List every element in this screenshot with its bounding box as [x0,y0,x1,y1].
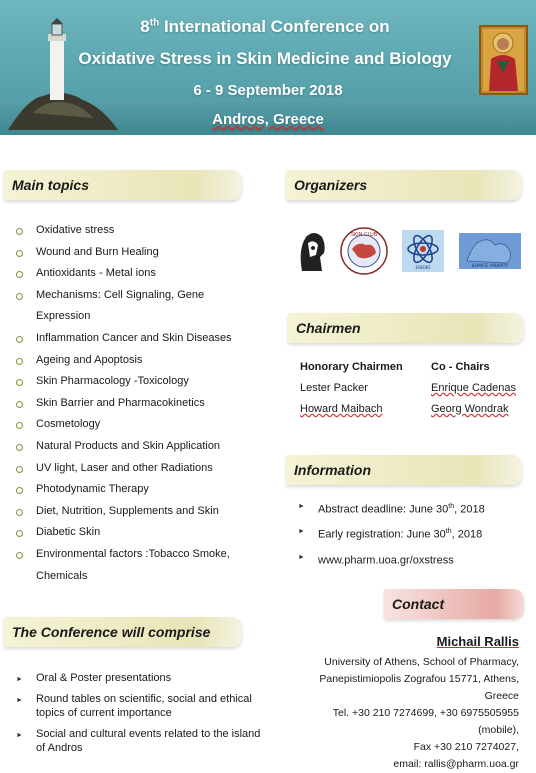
information-heading: Information [286,455,522,485]
comprise-list-item: ► Social and cultural events related to the island of Andros [16,727,261,755]
svg-text:ΕΘΙΕΦΣ: ΕΘΙΕΦΣ [415,265,431,270]
contact-name: Michail Rallis [436,634,519,649]
honorary-chair-name: Lester Packer [300,382,368,394]
comprise-list-item: ► Oral & Poster presentations [16,671,261,685]
comprise-heading: The Conference will comprise [4,617,242,647]
topic-list-item: Oxidative stress [16,220,261,242]
conference-title-line2: Oxidative Stress in Skin Medicine and Biology [78,49,452,68]
skin-club-logo [338,227,390,275]
topic-list-item: Mechanisms: Cell Signaling, Gene Expression [16,285,261,328]
contact-line: Panepistimiopolis Zografou 15771, Athens, [319,673,519,685]
main-topics-heading: Main topics [4,170,242,200]
topic-list-item: Diabetic Skin [16,522,261,544]
contact-line: (mobile), [478,724,519,736]
conference-place: Andros, Greece [212,111,324,128]
contact-details [300,654,519,773]
co-chair-name: Enrique Cadenas [431,382,517,394]
contact-heading: Contact [384,589,524,619]
information-list-item: ► Early registration: June 30th, 2018 [298,521,523,546]
conference-title-line1: 8th International Conference on [140,17,390,36]
topic-list-item: UV light, Laser and other Radiations [16,458,261,480]
honorary-chair-name: Howard Maibach [300,403,383,415]
co-chairs-label: Co - Chairs [431,361,490,373]
topic-list-item: Ageing and Apoptosis [16,350,261,372]
information-list-item: ► www.pharm.uoa.gr/oxstress [298,547,523,572]
topic-list-item: Skin Barrier and Pharmacokinetics [16,393,261,415]
conference-dates: 6 - 9 September 2018 [193,82,343,99]
contact-block [300,633,519,773]
honorary-chairmen-label: Honorary Chairmen [300,361,403,373]
topic-list-item: Photodynamic Therapy [16,479,261,501]
topic-list-item: Environmental factors :Tobacco Smoke, Chemicals [16,544,261,587]
topic-list-item: Diet, Nutrition, Supplements and Skin [16,501,261,523]
topic-list-item: Cosmetology [16,414,261,436]
topic-list-item: Natural Products and Skin Application [16,436,261,458]
header-banner [0,0,536,135]
topic-list-item: Inflammation Cancer and Skin Diseases [16,328,261,350]
information-list [298,496,523,572]
svg-text:SKIN CLUB: SKIN CLUB [350,232,378,238]
contact-line: University of Athens, School of Pharmacy, [324,656,519,668]
topic-list-item: Skin Pharmacology -Toxicology [16,371,261,393]
comprise-list-item: ► Round tables on scientific, social and ethical topics of current importance [16,692,261,720]
main-topics-list [16,220,261,587]
comprise-list [16,671,261,762]
contact-line: Fax +30 210 7274027, [413,741,519,753]
co-chair-name: Georg Wondrak [431,403,509,415]
organizers-heading: Organizers [286,170,522,200]
svg-text:ΔΗΜΟΣ ΑΝΔΡΟΥ: ΔΗΜΟΣ ΑΝΔΡΟΥ [471,264,509,269]
information-list-item: ► Abstract deadline: June 30th, 2018 [298,496,523,521]
chairmen-heading: Chairmen [288,313,524,343]
contact-line: Tel. +30 210 7274699, +30 6975505955 [332,707,519,719]
topic-list-item: Wound and Burn Healing [16,242,261,264]
contact-line: Greece [484,690,519,702]
topic-list-item: Antioxidants - Metal ions [16,263,261,285]
contact-line: email: rallis@pharm.uoa.gr [393,758,519,770]
organizer-logos [296,227,526,277]
map-logo [459,233,521,269]
athena-head-logo [296,229,328,274]
atom-logo [402,230,444,272]
